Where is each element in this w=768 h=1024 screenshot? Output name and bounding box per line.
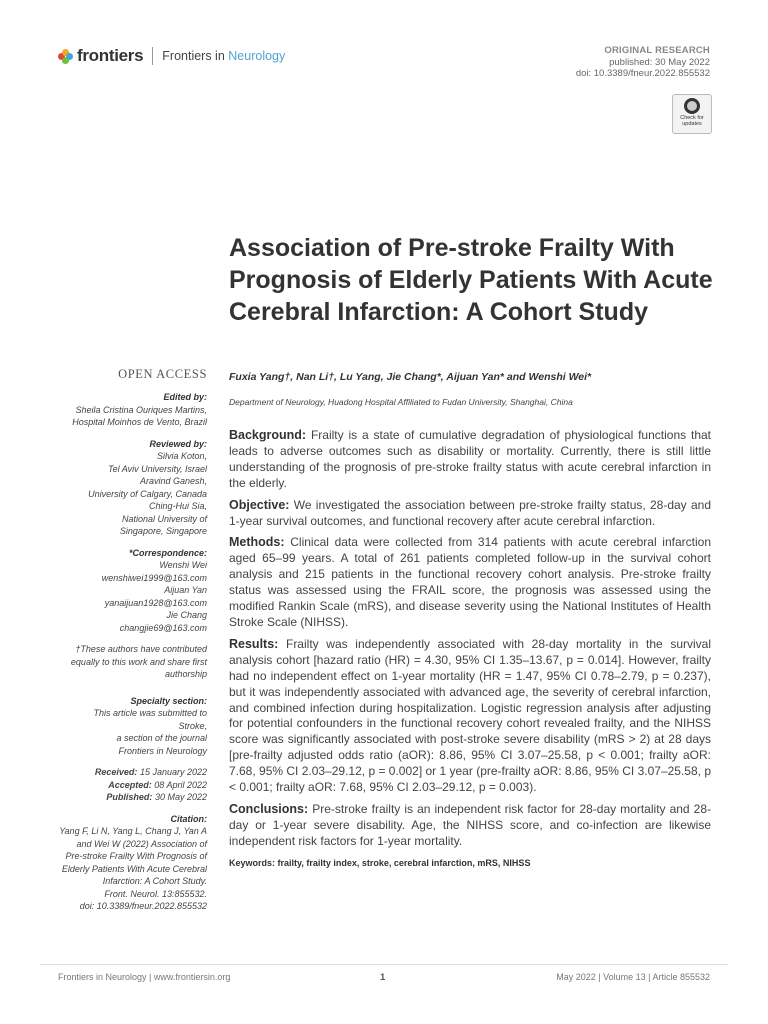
edited-by: Edited by: Sheila Cristina Ouriques Martins, Hospital Moinhos de Vento, Brazil <box>40 391 207 429</box>
article-sidebar <box>40 367 207 922</box>
article-type: ORIGINAL RESEARCH <box>604 45 710 56</box>
sidebar-line: Front. Neurol. 13:855532. <box>104 888 207 899</box>
sidebar-line: Hospital Moinhos de Vento, Brazil <box>72 417 207 427</box>
published-date: published: 30 May 2022 <box>609 56 710 68</box>
sidebar-line: Infarction: A Cohort Study. <box>102 876 207 886</box>
crossmark-label: Check for updates <box>680 115 704 127</box>
sidebar-line: Pre-stroke Frailty With Prognosis of <box>65 851 207 861</box>
crossmark-icon <box>684 98 700 114</box>
citation: Citation: Yang F, Li N, Yang L, Chang J, Yan A and Wei W (2022) Association of Pre-stroke Frailty With Prognosis of Elderly Patients With Acute Cerebral Infarction: A Cohort Study. Front. Neurol. 13:855532. doi: 10.3389/fneur.2022.855532 <box>40 813 207 913</box>
sidebar-line: equally to this work and share first <box>70 656 207 667</box>
journal-logo[interactable] <box>58 46 285 66</box>
article-meta <box>576 45 710 80</box>
sidebar-line: National University of <box>121 513 207 524</box>
check-for-updates-button[interactable] <box>672 94 712 134</box>
footer-divider <box>40 964 728 965</box>
publisher-name: frontiers <box>77 46 144 65</box>
journal-name: Frontiers in Neurology <box>162 49 286 63</box>
sidebar-line: changjie69@163.com <box>119 622 207 633</box>
sidebar-line: This article was submitted to <box>93 708 207 718</box>
sidebar-line: a section of the journal <box>116 733 207 743</box>
affiliation: Department of Neurology, Huadong Hospital Affiliated to Fudan University, Shanghai, China <box>229 397 573 407</box>
page-number: 1 <box>380 972 386 983</box>
header-doi[interactable]: doi: 10.3389/fneur.2022.855532 <box>575 68 710 79</box>
sidebar-line: Singapore, Singapore <box>119 526 207 536</box>
published-date-sidebar: Published: 30 May 2022 <box>106 792 207 802</box>
sidebar-line: doi: 10.3389/fneur.2022.855532 <box>79 901 207 911</box>
sidebar-line: Sheila Cristina Ouriques Martins, <box>75 404 207 415</box>
abstract-conclusions: Conclusions: Pre-stroke frailty is an independent risk factor for 28-day mortality and 28-day or 1-year severe disability. Age, the NIHSS score, and co-infection are likewise independent risk factors for 1-year mortality. <box>229 801 711 848</box>
footer-journal-link[interactable]: Frontiers in Neurology | www.frontiersin.org <box>58 972 231 982</box>
open-access-label: OPEN ACCESS <box>118 367 207 381</box>
sidebar-line: Tel Aviv University, Israel <box>107 463 207 474</box>
abstract-objective: Objective: We investigated the association between pre-stroke frailty status, 28-day and 1-year survival outcomes, and functional recovery after acute cerebral infarction. <box>229 497 711 528</box>
article-dates <box>40 766 207 804</box>
sidebar-line: University of Calgary, Canada <box>88 488 207 499</box>
sidebar-line: Aijuan Yan <box>164 585 207 595</box>
sidebar-line: Aravind Ganesh, <box>139 476 207 486</box>
sidebar-line: authorship <box>164 669 207 679</box>
equal-contribution-note <box>40 643 207 681</box>
article-title: Association of Pre-stroke Frailty With Prognosis of Elderly Patients With Acute Cerebral Infarction: A Cohort Study <box>229 234 713 326</box>
sidebar-line: †These authors have contributed <box>75 644 207 654</box>
logo-divider <box>152 47 153 65</box>
accepted-date: Accepted: 08 April 2022 <box>108 779 207 790</box>
abstract-results: Results: Frailty was independently associated with 28-day mortality in the survival analysis cohort [hazard ratio (HR) = 4.30, 95% CI 1.35–13.67, p = 0.014]. However, frailty had no independent effect on 1-year mortality (HR = 1.47, 95% CI 0.78–2.79, p = 0.237), but it was independently associated with advanced age, the severity of cerebral infarction, and combined infection during hospitalization. Logistic regression analysis after adjusting for potential confounders in the functional recovery cohort revealed frailty, and the NIHSS score was significantly associated with post-stroke severe disability (mRS > 2) at 28 days [pre-frailty adjusted odds ratio (aOR): 8.86, 95% CI 3.07–25.58, p < 0.001; frailty aOR: 7.68, 95% CI 2.03–29.12, p = 0.002] or 1 year (pre-frailty aOR: 8.86, 95% CI 3.07–25.58, p < 0.001; frailty aOR: 7.68, 95% CI 2.03–29.12, p = 0.003). <box>229 636 711 795</box>
sidebar-line: yanaijuan1928@163.com <box>104 597 207 608</box>
abstract <box>229 428 711 872</box>
sidebar-line: wenshiwei1999@163.com <box>101 572 207 583</box>
abstract-background: Background: Frailty is a state of cumulative degradation of physiological functions that leads to adverse outcomes such as disability or mortality. Currently, there is still little understanding of the prognosis of pre-stroke frailty status with acute cerebral infarction in the elderly. <box>229 428 711 490</box>
received-date: Received: 15 January 2022 <box>94 767 207 777</box>
sidebar-line: Yang F, Li N, Yang L, Chang J, Yan A <box>59 826 207 836</box>
sidebar-line: Ching-Hui Sia, <box>148 501 207 511</box>
keywords: Keywords: frailty, frailty index, stroke, cerebral infarction, mRS, NIHSS <box>229 857 531 868</box>
sidebar-line: and Wei W (2022) Association of <box>76 838 207 849</box>
sidebar-line: Frontiers in Neurology <box>118 745 207 756</box>
correspondence: *Correspondence: Wenshi Wei wenshiwei1999@163.com Aijuan Yan yanaijuan1928@163.com Jie Chang changjie69@163.com <box>40 547 207 635</box>
frontiers-logo-icon <box>58 49 73 64</box>
sidebar-line: Silvia Koton, <box>156 451 207 461</box>
sidebar-line: Stroke, <box>178 720 207 731</box>
reviewed-by: Reviewed by: Silvia Koton, Tel Aviv University, Israel Aravind Ganesh, University of Calgary, Canada Ching-Hui Sia, National University of Singapore, Singapore <box>40 438 207 538</box>
abstract-methods: Methods: Clinical data were collected from 314 patients with acute cerebral infarction aged 65–99 years. A total of 261 patients completed follow-up in the survival cohort analysis and 215 patients in the functional recovery cohort analysis. Pre-stroke frailty status was assessed using the FRAIL score, the prognosis was assessed using the modified Rankin Scale (mRS), and disease severity using the National Institutes of Health Stroke Scale (NIHSS). <box>229 535 711 629</box>
specialty-section: Specialty section: This article was submitted to Stroke, a section of the journal Frontiers in Neurology <box>40 695 207 758</box>
author-list: Fuxia Yang†, Nan Li†, Lu Yang, Jie Chang*, Aijuan Yan* and Wenshi Wei* <box>229 371 592 383</box>
sidebar-line: Wenshi Wei <box>159 560 207 570</box>
sidebar-line: Jie Chang <box>166 610 207 620</box>
sidebar-line: Elderly Patients With Acute Cerebral <box>61 863 207 874</box>
footer-issue-info: May 2022 | Volume 13 | Article 855532 <box>556 972 710 982</box>
